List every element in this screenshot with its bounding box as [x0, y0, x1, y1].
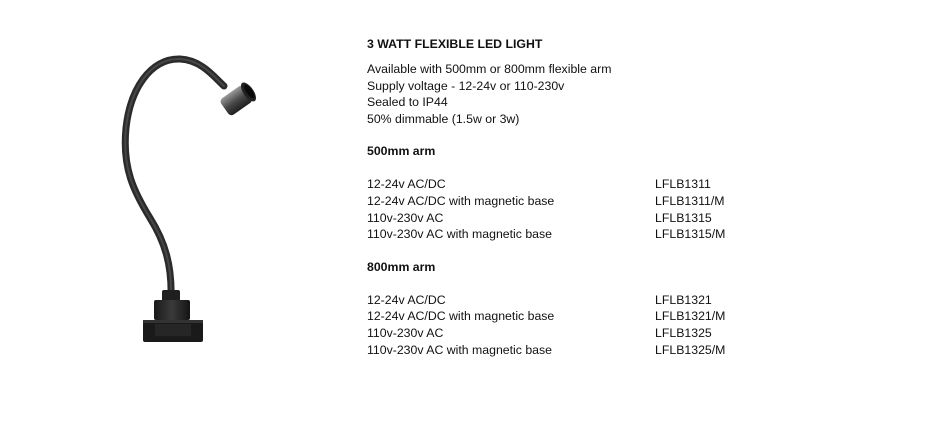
spec-description: 12-24v AC/DC with magnetic base [367, 193, 555, 208]
section-title-800mm: 800mm arm [367, 259, 436, 274]
part-number: LFLB1325/M [655, 342, 726, 357]
spec-row [367, 210, 867, 227]
spec-description: 12-24v AC/DC [367, 292, 446, 307]
part-number: LFLB1311 [655, 177, 711, 192]
spec-row [367, 193, 867, 210]
spec-description: 12-24v AC/DC [367, 177, 446, 192]
spec-description: 110v-230v AC with magnetic base [367, 342, 553, 357]
spec-row [367, 342, 867, 359]
spec-description: 110v-230v AC with magnetic base [367, 227, 553, 242]
spec-row [367, 292, 867, 309]
spec-table-800mm [367, 292, 867, 358]
led-lamp-image [120, 50, 270, 350]
spec-description: 110v-230v AC [367, 325, 444, 340]
part-number: LFLB1321 [655, 292, 712, 307]
part-number: LFLB1315/M [655, 227, 726, 242]
part-number: LFLB1311/M [655, 193, 725, 208]
part-number: LFLB1315 [655, 210, 712, 225]
section-title-500mm: 500mm arm [367, 144, 436, 159]
spec-row [367, 226, 867, 243]
feature-item: 50% dimmable (1.5w or 3w) [367, 111, 520, 126]
feature-item: Sealed to IP44 [367, 95, 448, 110]
spec-row [367, 325, 867, 342]
product-title: 3 WATT FLEXIBLE LED LIGHT [367, 37, 543, 51]
spec-row [367, 176, 867, 193]
part-number: LFLB1321/M [655, 309, 726, 324]
spec-table-500mm [367, 176, 867, 242]
product-details [367, 36, 867, 358]
part-number: LFLB1325 [655, 325, 712, 340]
feature-list [367, 61, 867, 127]
spec-row [367, 308, 867, 325]
feature-item: Available with 500mm or 800mm flexible arm [367, 62, 612, 76]
spec-description: 110v-230v AC [367, 210, 444, 225]
feature-item: Supply voltage - 12-24v or 110-230v [367, 78, 565, 93]
spec-description: 12-24v AC/DC with magnetic base [367, 309, 555, 324]
